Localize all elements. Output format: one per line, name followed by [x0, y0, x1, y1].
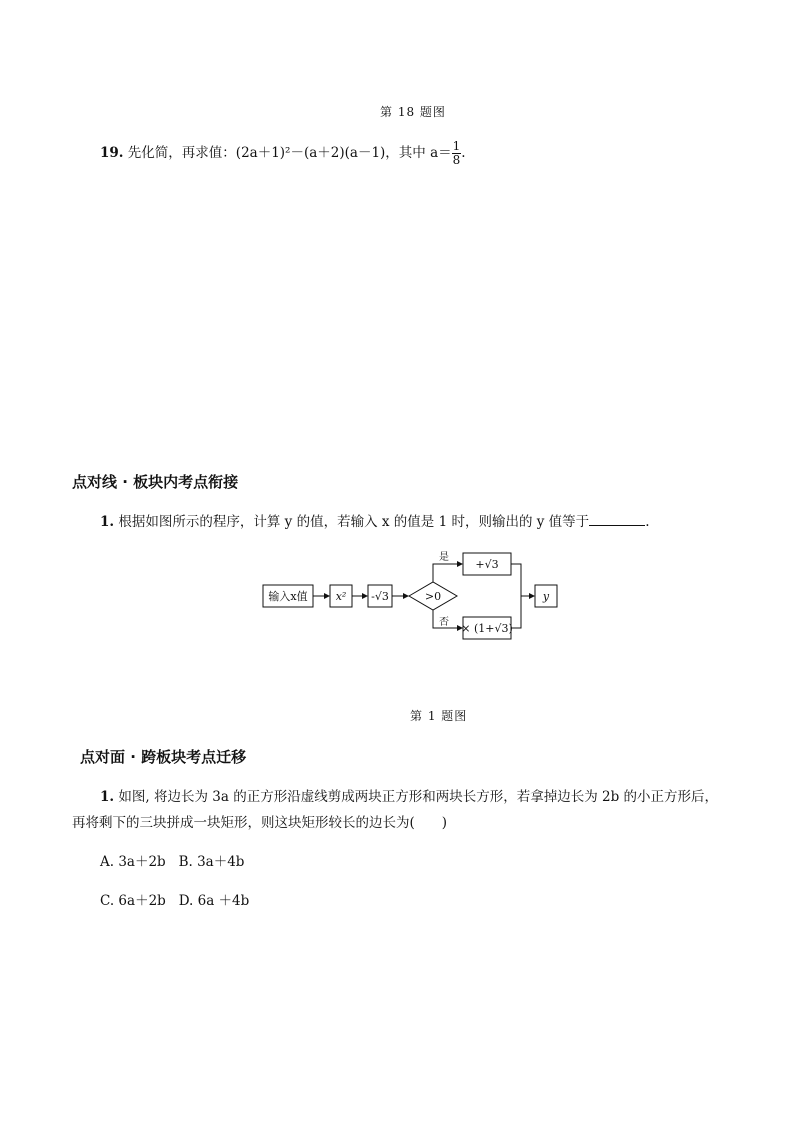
question-text-line-2: 再将剩下的三块拼成一块矩形，则这块矩形较长的边长为( ) [72, 815, 448, 831]
option-c: C. 6a＋2b [100, 893, 166, 909]
section-heading-1: 点对线 · 板块内考点衔接 [72, 473, 239, 491]
question-19 [100, 140, 466, 167]
fraction [452, 140, 462, 167]
question-end: . [645, 514, 650, 530]
plus-label: +√3 [475, 558, 499, 571]
square-label: x² [335, 590, 347, 603]
input-label: 输入x值 [268, 590, 308, 603]
options-row-2 [100, 889, 249, 909]
answer-blank [589, 513, 645, 526]
option-a: A. 3a＋2b [100, 854, 166, 870]
figure-caption-1: 第 1 题图 [410, 709, 468, 723]
output-label: y [542, 590, 550, 603]
question-1-section-1 [100, 510, 649, 530]
times-label: × (1+√3) [461, 622, 513, 635]
arrow-yes [433, 564, 462, 582]
question-number: 1. [100, 789, 115, 805]
question-text: 根据如图所示的程序，计算 y 的值，若输入 x 的值是 1 时，则输出的 y 值等于 [118, 514, 590, 530]
fraction-denominator: 8 [452, 153, 461, 167]
yes-label: 是 [439, 552, 449, 563]
question-text: 先化简，再求值：(2a＋1)²－(a＋2)(a－1)，其中 a＝ [127, 145, 452, 161]
minus-label: -√3 [371, 590, 389, 603]
question-1-section-2-line-1 [100, 785, 718, 805]
merge-line [511, 564, 521, 628]
no-label: 否 [439, 617, 449, 628]
options-row-1 [100, 850, 244, 870]
section-heading-2: 点对面 · 跨板块考点迁移 [80, 748, 247, 766]
option-b: B. 3a＋4b [178, 854, 245, 870]
condition-label: >0 [424, 590, 442, 603]
figure-caption-18: 第 18 题图 [380, 105, 446, 119]
program-flowchart [255, 545, 575, 645]
fraction-numerator: 1 [452, 139, 461, 153]
question-text-line-1: 如图, 将边长为 3a 的正方形沿虚线剪成两块正方形和两块长方形，若拿掉边长为 2b 的小正方形后， [118, 789, 719, 805]
option-d: D. 6a ＋4b [178, 893, 250, 909]
question-number: 19. [100, 145, 124, 161]
question-number: 1. [100, 514, 115, 530]
question-end: . [461, 145, 466, 161]
